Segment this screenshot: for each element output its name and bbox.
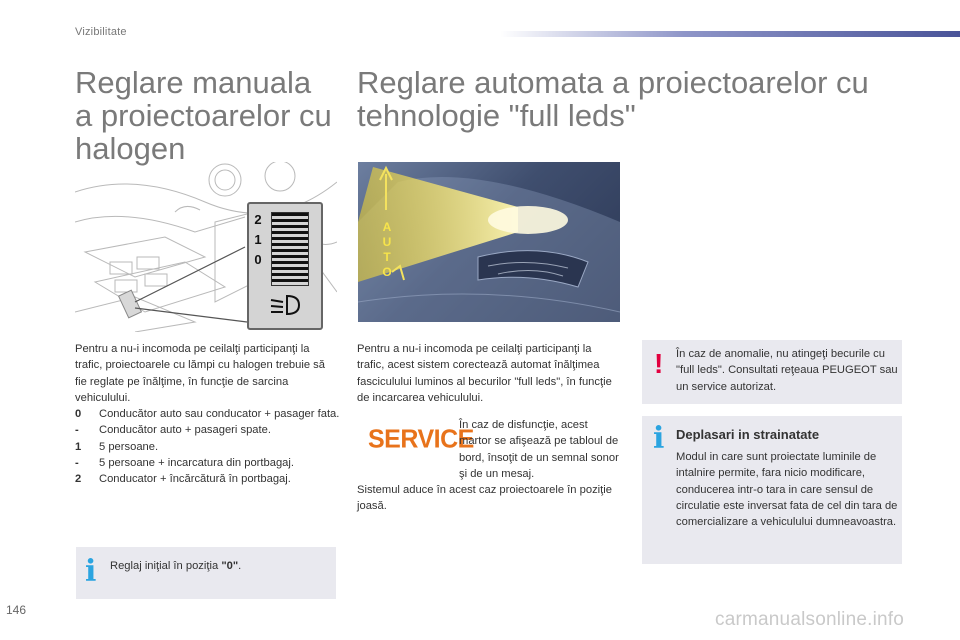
list-value: Conducator + încărcătură în portbagaj. — [99, 473, 291, 486]
middle-title — [357, 66, 869, 132]
load-position-list — [75, 406, 341, 487]
note-suffix: . — [238, 560, 242, 572]
warning-note — [642, 340, 902, 404]
list-value: 5 persoane. — [99, 440, 159, 453]
auto-letter: U — [382, 235, 392, 249]
dial-label-2: 2 — [254, 212, 262, 227]
list-value: Conducător auto + pasageri spate. — [99, 424, 271, 437]
travel-text: Modul in care sunt proiectate luminile de intalnire permite, fara nicio modificare, conducerea intr-o tara in care sensul de circulatie este inversat fata de cel din tara de comercializare a vehiculului dumneavoastra. — [676, 451, 898, 529]
dial-label-0: 0 — [254, 252, 262, 267]
headlight-icon — [267, 292, 303, 318]
header-bar — [500, 31, 960, 37]
watermark: carmanualsonline.info — [715, 609, 905, 630]
note-prefix: Reglaj iniţial în poziţia — [110, 560, 222, 572]
list-item — [75, 455, 341, 471]
full-leds-illustration — [358, 162, 620, 322]
list-item — [75, 471, 341, 487]
left-title-line-3: halogen — [75, 131, 186, 166]
malfunction-text: În caz de disfuncţie, acest martor se afişează pe tabloul de bord, însoţit de un semnal sonor şi de un mesaj. — [459, 419, 619, 480]
list-item — [75, 422, 341, 438]
auto-label — [379, 220, 395, 280]
middle-title-line-1: Reglare automata a proiectoarelor cu — [357, 65, 869, 100]
list-value: 5 persoane + incarcatura din portbagaj. — [99, 456, 294, 469]
list-item — [75, 406, 341, 422]
left-title-line-1: Reglare manuala — [75, 65, 312, 100]
dial-label-1: 1 — [254, 232, 262, 247]
middle-title-line-2: tehnologie "full leds" — [357, 98, 636, 133]
note-value: "0" — [221, 560, 239, 572]
warning-icon: ! — [654, 348, 664, 379]
page-number: 146 — [6, 603, 27, 617]
height-adjust-dial — [247, 202, 323, 330]
auto-letter: T — [383, 250, 391, 264]
list-key: 1 — [75, 440, 82, 453]
left-intro-text: Pentru a nu-i incomoda pe ceilalţi participanţi la trafic, proiectoarele cu lămpi cu halogen trebuie să fie reglate pe înălţime, în funcţie de sarcina vehiculului. — [75, 343, 325, 404]
system-text: Sistemul aduce în acest caz proiectoarele în poziţie joasă. — [357, 484, 612, 513]
dashboard-illustration — [75, 162, 337, 332]
left-title — [75, 66, 332, 165]
middle-intro-text: Pentru a nu-i incomoda pe ceilalţi participanţi la trafic, acest sistem corectează automat înălţimea fasciculului luminos al becurilor "full leds", în funcţie de incarcarea vehiculului. — [357, 343, 612, 404]
left-title-line-2: a proiectoarelor cu — [75, 98, 332, 133]
auto-letter: A — [382, 220, 392, 234]
info-icon: i — [653, 421, 665, 456]
headlight-beam-drawing — [358, 162, 620, 322]
travel-title: Deplasari in strainatate — [676, 427, 820, 442]
list-key: 0 — [75, 408, 82, 420]
section-label: Vizibilitate — [75, 26, 127, 38]
list-key: - — [75, 456, 79, 469]
initial-setting-text — [110, 558, 330, 574]
service-warning-icon: SERVICE — [368, 424, 474, 454]
list-value: Conducător auto sau conducator + pasager fata. — [99, 408, 340, 420]
list-item — [75, 439, 341, 455]
auto-letter: O — [382, 265, 392, 279]
info-icon: i — [85, 554, 97, 589]
travel-abroad-note — [642, 416, 902, 564]
warning-text: În caz de anomalie, nu atingeţi becurile cu "full leds". Consultati reţeaua PEUGEOT sau un service autorizat. — [676, 348, 898, 393]
initial-setting-note — [76, 547, 336, 599]
list-key: - — [75, 424, 79, 437]
dial-wheel — [271, 212, 309, 286]
list-key: 2 — [75, 473, 82, 486]
